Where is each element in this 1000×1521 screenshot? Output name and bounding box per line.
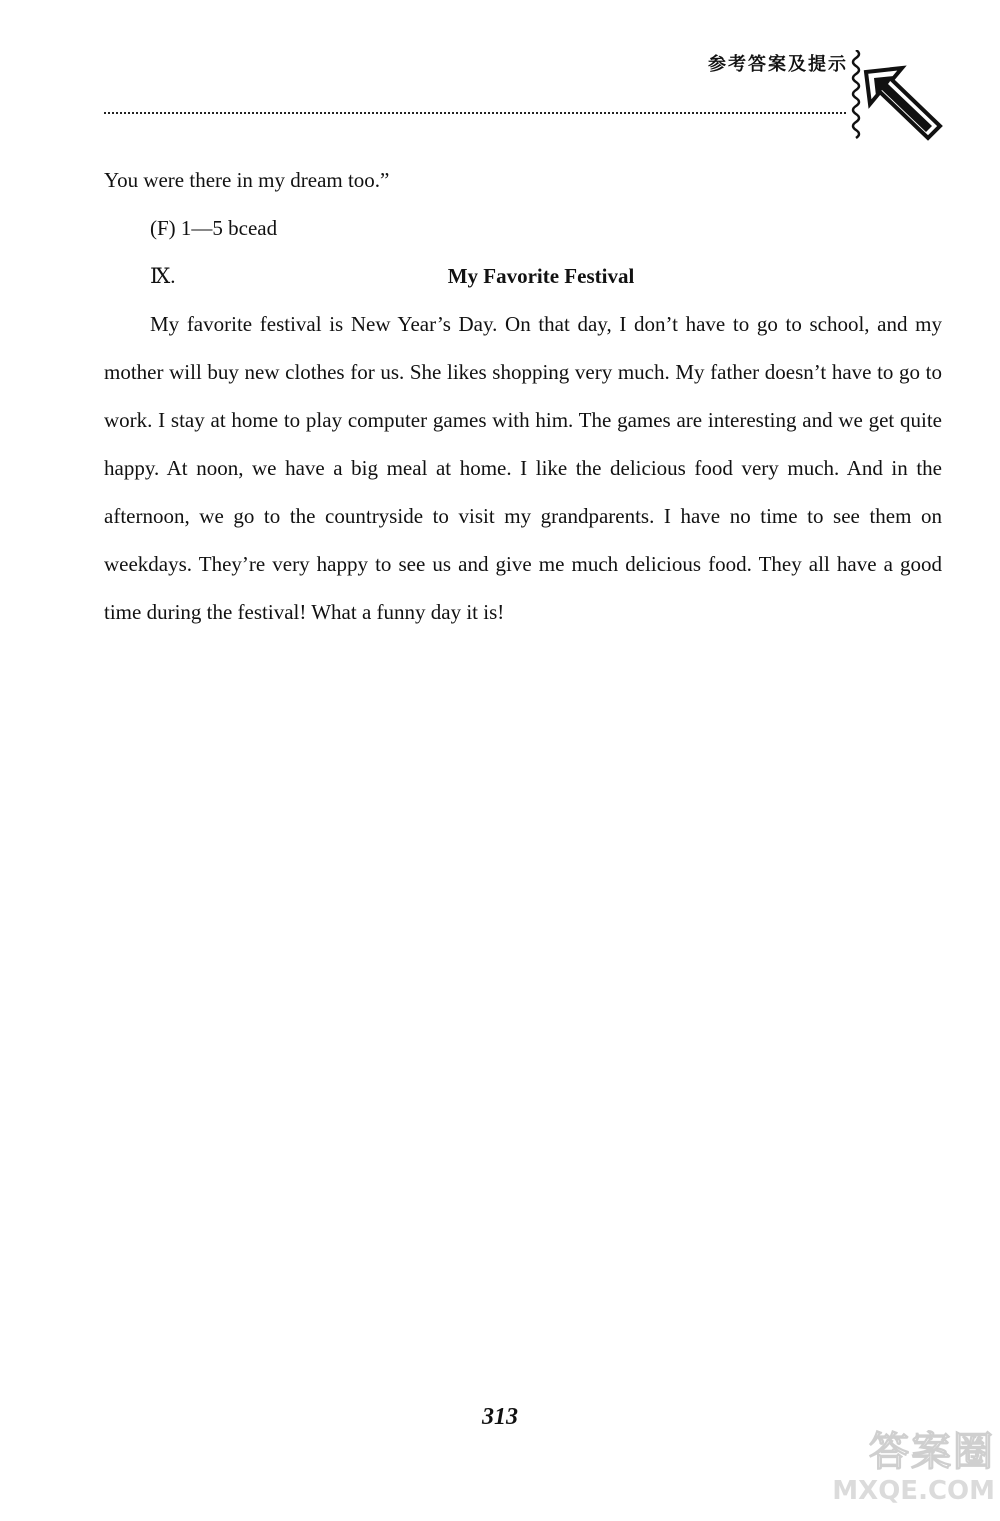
watermark-text: 答案圈 xyxy=(869,1429,995,1475)
essay-title: My Favorite Festival xyxy=(447,264,635,288)
header-title: 参考答案及提示 xyxy=(708,54,848,75)
continuation-line: You were there in my dream too.” xyxy=(104,168,390,192)
section-numeral: Ⅸ. xyxy=(150,264,176,288)
section-heading xyxy=(104,252,942,300)
watermark-url: MXQE.COM xyxy=(832,1476,995,1506)
document-body xyxy=(104,156,942,636)
header-dotted-rule xyxy=(104,112,846,114)
watermark-logo xyxy=(830,1430,995,1515)
answer-line: (F) 1—5 bcead xyxy=(150,216,278,240)
arrow-up-left-icon xyxy=(862,64,944,142)
essay-paragraph: My favorite festival is New Year’s Day. On that day, I don’t have to go to school, and my mother will buy new clothes for us. She likes shopping very much. My father doesn’t have to go to work. I stay at home to play computer games with him. The games are interesting and we get quite happy. At noon, we have a big meal at home. I like the delicious food very much. And in the afternoon, we go to the countryside to visit my grandparents. I have no time to see them on weekdays. They’re very happy to see us and give me much delicious food. They all have a good time during the festival! What a funny day it is! xyxy=(104,312,942,624)
page-number: 313 xyxy=(482,1404,518,1430)
